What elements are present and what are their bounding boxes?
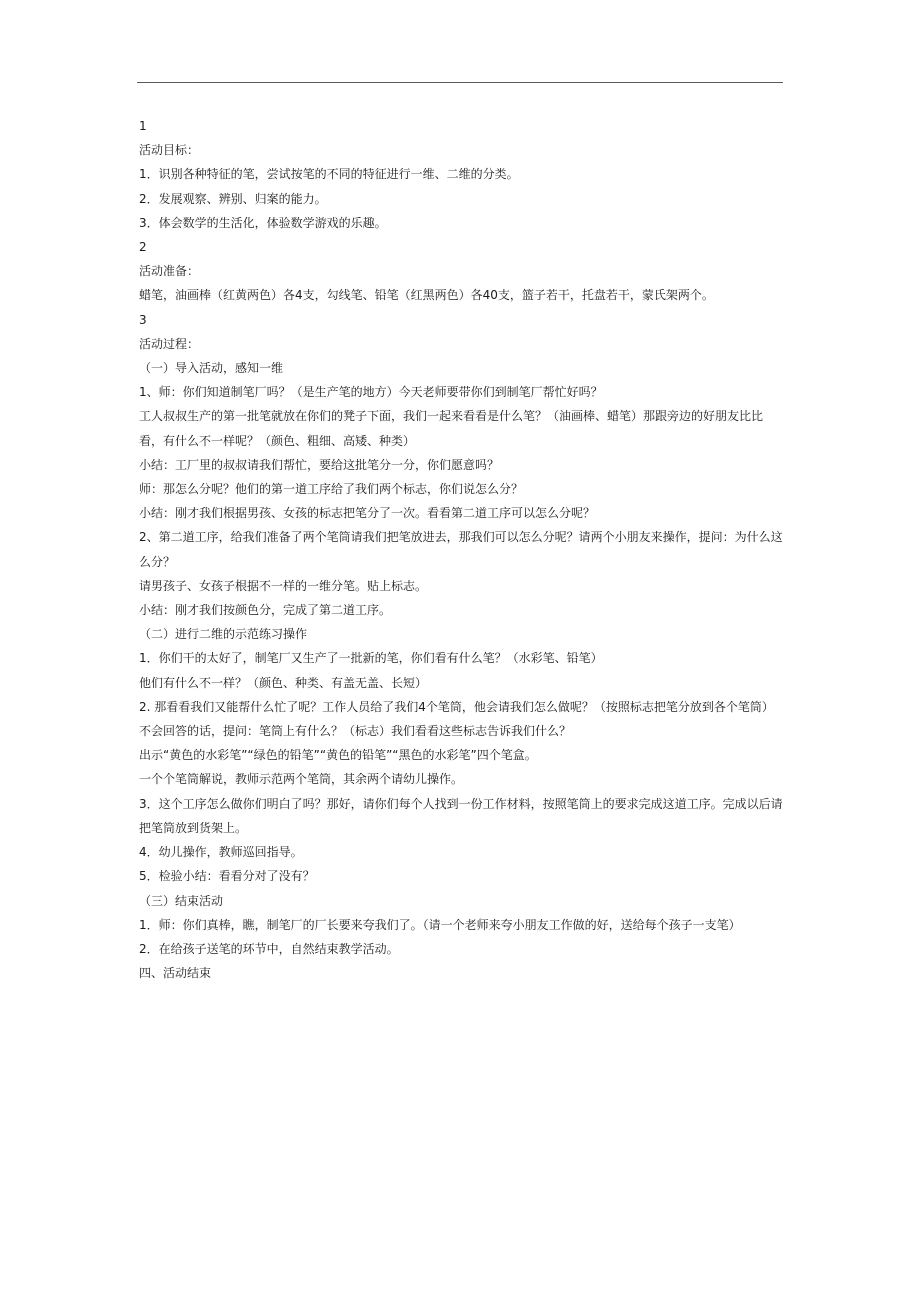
header-rule <box>137 82 783 83</box>
paragraph: 1．师：你们真棒，瞧，制笔厂的厂长要来夸我们了。（请一个老师来夸小朋友工作做的好，送给每个孩子一支笔） <box>139 917 741 932</box>
subheading-part-1: （一）导入活动，感知一维 <box>139 361 284 376</box>
paragraph: 2．在给孩子送笔的环节中，自然结束教学活动。 <box>139 941 399 956</box>
section-number-1: 1 <box>139 119 147 133</box>
paragraph: 1、师：你们知道制笔厂吗？（是生产笔的地方）今天老师要带你们到制笔厂帮忙好吗？ <box>139 385 603 400</box>
paragraph: 请男孩子、女孩子根据不一样的一维分笔。贴上标志。 <box>139 578 428 593</box>
section-number-3: 3 <box>139 312 147 327</box>
heading-preparation: 活动准备： <box>139 264 200 279</box>
paragraph: 5．检验小结：看看分对了没有？ <box>139 869 315 884</box>
goal-item-1: 1．识别各种特征的笔，尝试按笔的不同的特征进行一维、二维的分类。 <box>139 167 519 182</box>
heading-activity-end: 四、活动结束 <box>139 966 212 981</box>
paragraph: 一个个笔筒解说，教师示范两个笔筒，其余两个请幼儿操作。 <box>139 772 464 787</box>
paragraph: 小结：刚才我们按颜色分，完成了第二道工序。 <box>139 603 392 618</box>
paragraph: 2. 那看看我们又能帮什么忙了呢？工作人员给了我们4个笔筒，他会请我们怎么做呢？（按照标志把笔分放到各个笔筒） <box>139 699 774 714</box>
goal-item-3: 3．体会数学的生活化，体验数学游戏的乐趣。 <box>139 215 387 230</box>
preparation-text: 蜡笔，油画棒（红黄两色）各4支，勾线笔、铅笔（红黑两色）各40支，篮子若干，托盘若干，蒙氏架两个。 <box>139 288 714 303</box>
subheading-part-3: （三）结束活动 <box>139 893 224 908</box>
paragraph: 工人叔叔生产的第一批笔就放在你们的凳子下面，我们一起来看看是什么笔？（油画棒、蜡笔）那跟旁边的好朋友比比看，有什么不一样呢？（颜色、粗细、高矮、种类） <box>139 409 764 448</box>
section-number-2: 2 <box>139 240 147 255</box>
subheading-part-2: （二）进行二维的示范练习操作 <box>139 627 308 642</box>
paragraph: 出示“黄色的水彩笔”“绿色的铅笔”“黄色的铅笔”“黑色的水彩笔”四个笔盒。 <box>139 748 537 763</box>
goal-item-2: 2．发展观察、辨别、归案的能力。 <box>139 191 327 206</box>
paragraph: 1．你们干的太好了，制笔厂又生产了一批新的笔，你们看有什么笔？（水彩笔、铅笔） <box>139 651 603 666</box>
paragraph: 2、第二道工序，给我们准备了两个笔筒请我们把笔放进去，那我们可以怎么分呢？请两个小朋友来操作，提问：为什么这么分？ <box>139 530 783 569</box>
paragraph: 小结：工厂里的叔叔请我们帮忙，要给这批笔分一分，你们愿意吗？ <box>139 457 500 472</box>
paragraph: 4．幼儿操作，教师巡回指导。 <box>139 845 303 860</box>
document-body <box>139 114 783 985</box>
paragraph: 小结：刚才我们根据男孩、女孩的标志把笔分了一次。看看第二道工序可以怎么分呢？ <box>139 506 596 521</box>
paragraph: 他们有什么不一样？（颜色、种类、有盖无盖、长短） <box>139 675 428 690</box>
paragraph: 不会回答的话，提问：笔筒上有什么？（标志）我们看看这些标志告诉我们什么？ <box>139 724 572 739</box>
paragraph: 师：那怎么分呢？他们的第一道工序给了我们两个标志，你们说怎么分？ <box>139 482 524 497</box>
paragraph: 3．这个工序怎么做你们明白了吗？那好，请你们每个人找到一份工作材料，按照笔筒上的要求完成这道工序。完成以后请把笔筒放到货架上。 <box>139 796 783 835</box>
heading-process: 活动过程： <box>139 336 200 351</box>
heading-goals: 活动目标： <box>139 143 200 158</box>
